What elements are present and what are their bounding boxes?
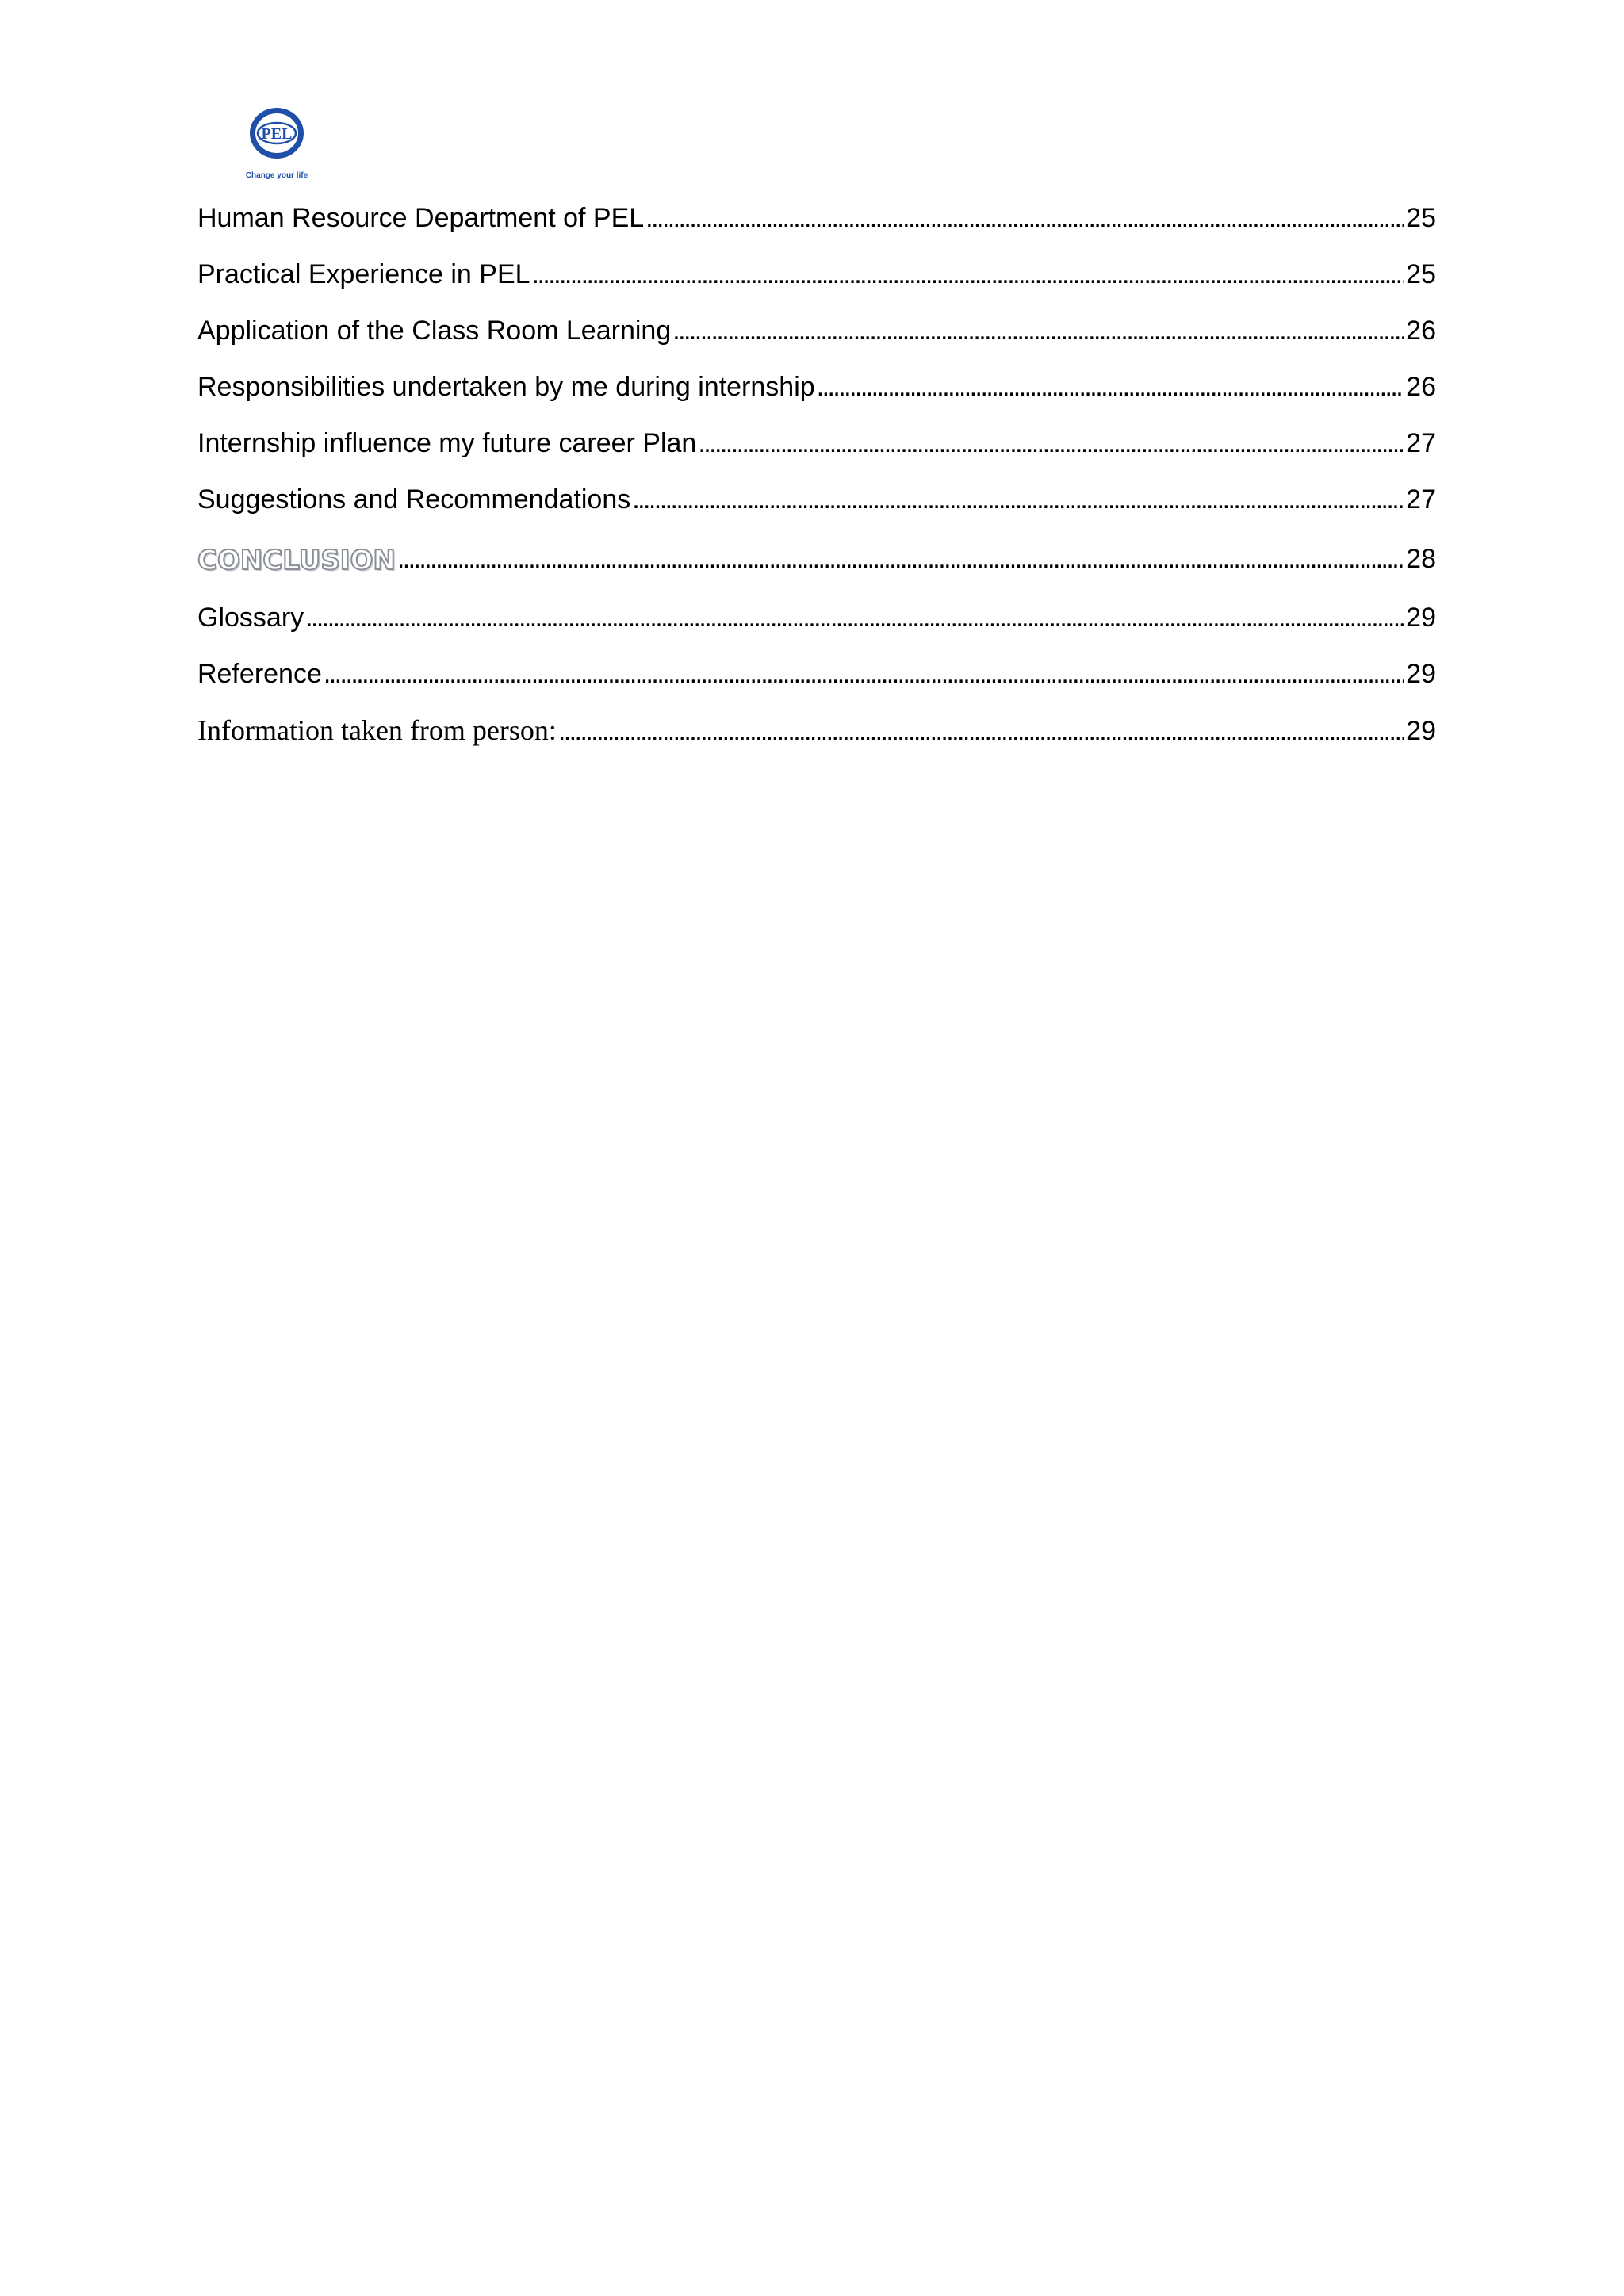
toc-leader-dots	[645, 190, 1404, 247]
toc-entry-title: Information taken from person:	[197, 714, 557, 746]
toc-entry-page: 25	[1406, 259, 1436, 289]
toc-leader-dots	[305, 590, 1404, 646]
toc-entry-title: Glossary	[197, 603, 304, 633]
logo-tagline: Change your life	[246, 171, 308, 180]
toc-entry[interactable]	[197, 190, 1436, 247]
toc-entry-page: 28	[1406, 544, 1436, 574]
toc-entry-title: Human Resource Department of PEL	[197, 203, 645, 233]
toc-entry[interactable]	[197, 472, 1436, 528]
toc-entry-title: Internship influence my future career Plan	[197, 428, 697, 458]
toc-entry-page: 29	[1406, 659, 1436, 689]
toc-leader-dots	[698, 415, 1404, 472]
toc-leader-dots	[632, 472, 1404, 528]
toc-entry-title: Responsibilities undertaken by me during internship	[197, 372, 815, 402]
toc-entry[interactable]	[197, 247, 1436, 303]
pel-logo-icon	[246, 103, 308, 182]
toc-entry-page: 29	[1406, 603, 1436, 633]
toc-entry-page: 25	[1406, 203, 1436, 233]
toc-entry[interactable]	[197, 415, 1436, 472]
toc-leader-dots	[532, 247, 1405, 303]
toc-leader-dots	[558, 703, 1404, 760]
toc-entry[interactable]	[197, 646, 1436, 702]
toc-entry-title: Application of the Class Room Learning	[197, 316, 672, 346]
toc-leader-dots	[397, 528, 1404, 590]
toc-entry-title	[197, 528, 397, 590]
toc-entry[interactable]	[197, 528, 1436, 590]
toc-leader-dots	[324, 646, 1404, 702]
toc-entry[interactable]	[197, 303, 1436, 359]
toc-entry-title: Reference	[197, 659, 322, 689]
toc-entry-title: Practical Experience in PEL	[197, 259, 530, 289]
logo-mark-text: PEL	[261, 125, 293, 143]
toc-entry[interactable]	[197, 359, 1436, 415]
toc-entry-page: 29	[1406, 716, 1436, 746]
toc-entry-page: 26	[1406, 372, 1436, 402]
toc-leader-dots	[817, 359, 1405, 415]
pel-logo	[246, 103, 308, 182]
toc-entry-page: 26	[1406, 316, 1436, 346]
toc-entry[interactable]	[197, 702, 1436, 759]
toc-entry-page: 27	[1406, 484, 1436, 515]
toc-leader-dots	[672, 303, 1404, 359]
toc-entry-page: 27	[1406, 428, 1436, 458]
toc-entry[interactable]	[197, 590, 1436, 646]
conclusion-wordart: CONCLUSION	[197, 545, 396, 576]
table-of-contents	[197, 190, 1436, 759]
toc-entry-title: Suggestions and Recommendations	[197, 484, 631, 515]
